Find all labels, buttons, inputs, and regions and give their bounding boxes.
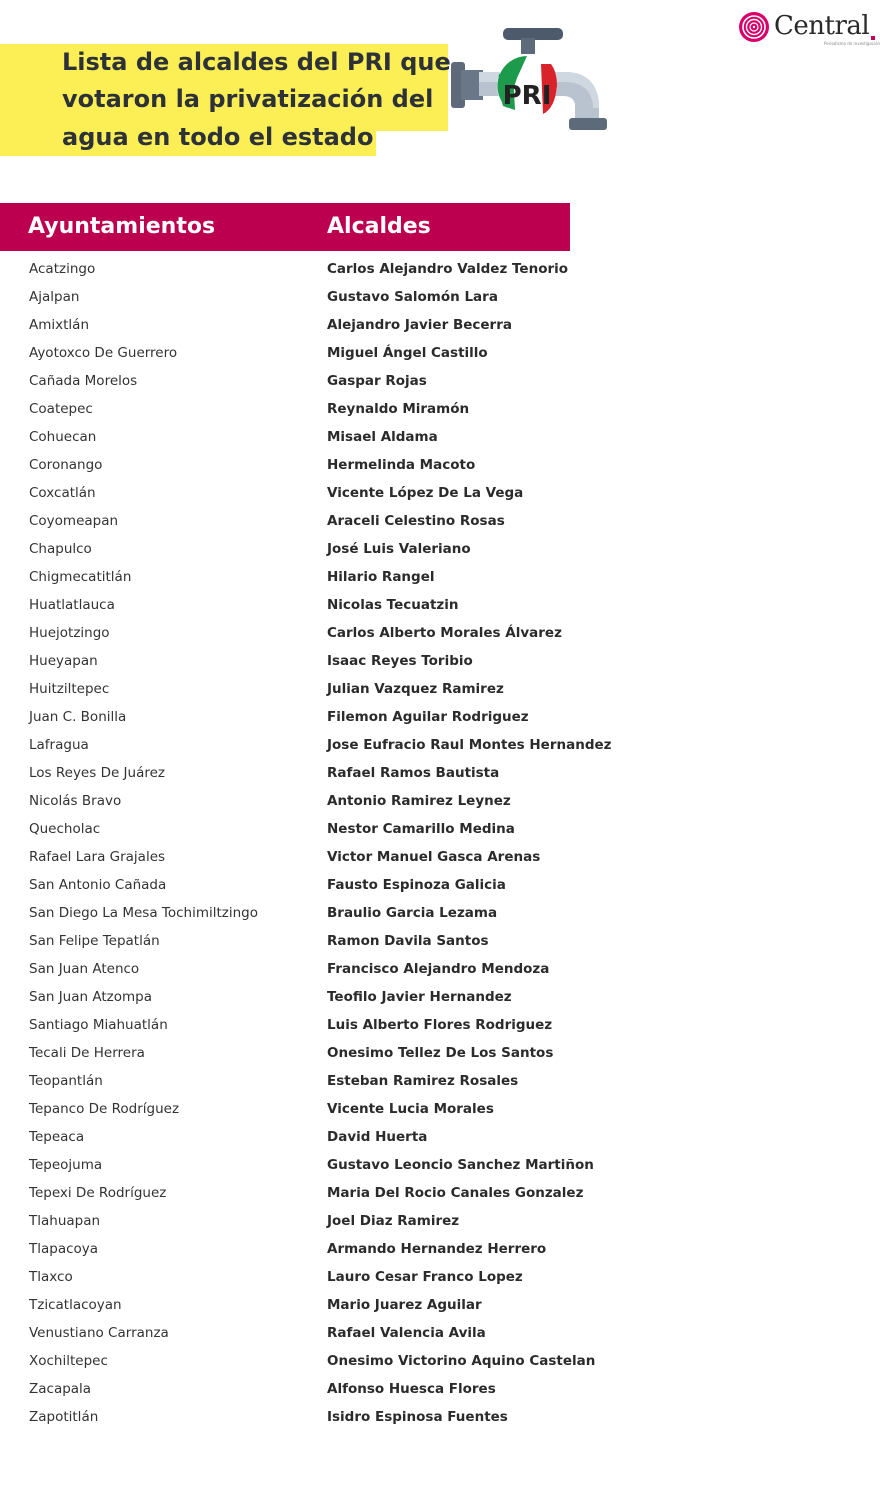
municipality-cell: Zacapala: [29, 1381, 92, 1397]
municipality-cell: Quecholac: [29, 821, 101, 837]
table-row: [0, 423, 885, 451]
municipality-cell: Huatlatlauca: [29, 597, 115, 613]
mayor-cell: Onesimo Tellez De Los Santos: [327, 1045, 554, 1061]
mayor-cell: Jose Eufracio Raul Montes Hernandez: [327, 737, 612, 753]
municipality-cell: Nicolás Bravo: [29, 793, 122, 809]
municipality-cell: Teopantlán: [29, 1073, 103, 1089]
faucet-icon: [447, 24, 613, 136]
table-row: [0, 871, 885, 899]
table-row: [0, 367, 885, 395]
municipality-cell: Coxcatlán: [29, 485, 96, 501]
mayor-cell: Nicolas Tecuatzin: [327, 597, 459, 613]
table-row: [0, 843, 885, 871]
municipality-cell: Ajalpan: [29, 289, 80, 305]
mayor-cell: David Huerta: [327, 1129, 428, 1145]
table-row: [0, 1319, 885, 1347]
table-row: [0, 955, 885, 983]
municipality-cell: Santiago Miahuatlán: [29, 1017, 168, 1033]
municipality-cell: Tepeaca: [29, 1129, 85, 1145]
mayor-cell: Francisco Alejandro Mendoza: [327, 961, 550, 977]
table-row: [0, 1291, 885, 1319]
title-line-1-text: Lista de alcaldes del PRI que: [62, 48, 451, 76]
mayor-cell: Rafael Valencia Avila: [327, 1325, 486, 1341]
mayor-cell: Misael Aldama: [327, 429, 438, 445]
municipality-cell: Tlaxco: [29, 1269, 73, 1285]
municipality-cell: Cohuecan: [29, 429, 97, 445]
municipality-cell: Cañada Morelos: [29, 373, 138, 389]
mayor-cell: Alejandro Javier Becerra: [327, 317, 512, 333]
mayor-cell: Filemon Aguilar Rodriguez: [327, 709, 529, 725]
mayor-cell: Fausto Espinoza Galicia: [327, 877, 506, 893]
table-row: [0, 759, 885, 787]
mayor-cell: Teofilo Javier Hernandez: [327, 989, 512, 1005]
mayor-cell: Esteban Ramirez Rosales: [327, 1073, 519, 1089]
table-row: [0, 311, 885, 339]
table-row: [0, 563, 885, 591]
column-header-mayor: Alcaldes: [327, 214, 431, 239]
mayor-cell: Alfonso Huesca Flores: [327, 1381, 496, 1397]
municipality-cell: Tecali De Herrera: [29, 1045, 145, 1061]
municipality-cell: Los Reyes De Juárez: [29, 765, 166, 781]
municipality-cell: Chigmecatitlán: [29, 569, 132, 585]
central-logo-mark-icon: [738, 11, 770, 43]
table-row: [0, 1039, 885, 1067]
municipality-cell: Tepeojuma: [29, 1157, 103, 1173]
mayor-cell: Gustavo Leoncio Sanchez Martiñon: [327, 1157, 594, 1173]
table-row: [0, 1067, 885, 1095]
municipality-cell: Tlapacoya: [29, 1241, 99, 1257]
table-row: [0, 535, 885, 563]
table-row: [0, 1347, 885, 1375]
mayor-cell: José Luis Valeriano: [327, 541, 471, 557]
municipality-cell: San Felipe Tepatlán: [29, 933, 160, 949]
title-line-1: [0, 44, 451, 81]
municipality-cell: Huitziltepec: [29, 681, 110, 697]
table-row: [0, 703, 885, 731]
mayor-cell: Antonio Ramirez Leynez: [327, 793, 511, 809]
table-row: [0, 731, 885, 759]
mayor-cell: Gustavo Salomón Lara: [327, 289, 498, 305]
table-body: [0, 255, 885, 1431]
mayor-cell: Gaspar Rojas: [327, 373, 427, 389]
table-row: [0, 283, 885, 311]
municipality-cell: Coyomeapan: [29, 513, 119, 529]
table-row: [0, 815, 885, 843]
municipality-cell: Acatzingo: [29, 261, 96, 277]
municipality-cell: Rafael Lara Grajales: [29, 849, 166, 865]
table-row: [0, 1263, 885, 1291]
table-row: [0, 479, 885, 507]
mayor-cell: Mario Juarez Aguilar: [327, 1297, 482, 1313]
table-row: [0, 451, 885, 479]
mayor-cell: Carlos Alberto Morales Álvarez: [327, 625, 562, 641]
table-row: [0, 255, 885, 283]
municipality-cell: Coronango: [29, 457, 103, 473]
municipality-cell: Ayotoxco De Guerrero: [29, 345, 178, 361]
mayor-cell: Maria Del Rocio Canales Gonzalez: [327, 1185, 584, 1201]
column-header-municipality: Ayuntamientos: [28, 214, 216, 239]
mayor-cell: Rafael Ramos Bautista: [327, 765, 500, 781]
table-row: [0, 1235, 885, 1263]
table-row: [0, 507, 885, 535]
table-row: [0, 1207, 885, 1235]
mayor-cell: Armando Hernandez Herrero: [327, 1241, 547, 1257]
table-row: [0, 395, 885, 423]
table-row: [0, 675, 885, 703]
mayor-cell: Lauro Cesar Franco Lopez: [327, 1269, 523, 1285]
mayor-cell: Carlos Alejandro Valdez Tenorio: [327, 261, 569, 277]
municipality-cell: Lafragua: [29, 737, 89, 753]
municipality-cell: Zapotitlán: [29, 1409, 99, 1425]
table-row: [0, 591, 885, 619]
brand-tagline: Periodismo de investigación: [824, 41, 881, 46]
municipality-cell: San Diego La Mesa Tochimiltzingo: [29, 905, 259, 921]
table-row: [0, 983, 885, 1011]
municipality-cell: Tzicatlacoyan: [29, 1297, 122, 1313]
table-row: [0, 899, 885, 927]
mayor-cell: Hermelinda Macoto: [327, 457, 476, 473]
table-row: [0, 1375, 885, 1403]
municipality-cell: Hueyapan: [29, 653, 98, 669]
mayor-cell: Isidro Espinosa Fuentes: [327, 1409, 508, 1425]
mayor-cell: Onesimo Victorino Aquino Castelan: [327, 1353, 596, 1369]
municipality-cell: Xochiltepec: [29, 1353, 108, 1369]
municipality-cell: Amixtlán: [29, 317, 89, 333]
table-row: [0, 647, 885, 675]
mayor-cell: Braulio Garcia Lezama: [327, 905, 498, 921]
table-header: [0, 203, 570, 251]
mayor-cell: Hilario Rangel: [327, 569, 435, 585]
table-row: [0, 1095, 885, 1123]
municipality-cell: Juan C. Bonilla: [29, 709, 127, 725]
pri-label: PRI: [502, 81, 552, 111]
brand-name: Central: [774, 11, 870, 41]
municipality-cell: Tepexi De Rodríguez: [29, 1185, 167, 1201]
title-line-3: [0, 125, 376, 156]
mayor-cell: Julian Vazquez Ramirez: [327, 681, 504, 697]
mayor-cell: Luis Alberto Flores Rodriguez: [327, 1017, 553, 1033]
municipality-cell: Coatepec: [29, 401, 93, 417]
municipality-cell: San Juan Atenco: [29, 961, 140, 977]
municipality-cell: San Antonio Cañada: [29, 877, 167, 893]
municipality-cell: Tepanco De Rodríguez: [29, 1101, 180, 1117]
table-row: [0, 1123, 885, 1151]
title-line-3-text: agua en todo el estado: [62, 123, 374, 151]
title-line-2-text: votaron la privatización del: [62, 85, 434, 113]
table-row: [0, 339, 885, 367]
municipality-cell: Huejotzingo: [29, 625, 110, 641]
central-logo[interactable]: [738, 10, 881, 46]
mayor-cell: Reynaldo Miramón: [327, 401, 470, 417]
mayor-cell: Vicente López De La Vega: [327, 485, 524, 501]
table-row: [0, 1151, 885, 1179]
table-row: [0, 1179, 885, 1207]
municipality-cell: San Juan Atzompa: [29, 989, 152, 1005]
municipality-cell: Chapulco: [29, 541, 92, 557]
table-row: [0, 1403, 885, 1431]
mayor-cell: Nestor Camarillo Medina: [327, 821, 515, 837]
municipality-cell: Tlahuapan: [29, 1213, 101, 1229]
mayor-cell: Ramon Davila Santos: [327, 933, 489, 949]
mayor-cell: Miguel Ángel Castillo: [327, 345, 488, 361]
mayor-cell: Isaac Reyes Toribio: [327, 653, 473, 669]
table-row: [0, 787, 885, 815]
table-row: [0, 1011, 885, 1039]
municipality-cell: Venustiano Carranza: [29, 1325, 169, 1341]
brand-dot: [871, 36, 875, 40]
mayor-cell: Araceli Celestino Rosas: [327, 513, 505, 529]
table-row: [0, 619, 885, 647]
mayor-cell: Joel Diaz Ramirez: [327, 1213, 460, 1229]
mayor-cell: Vicente Lucia Morales: [327, 1101, 494, 1117]
table-row: [0, 927, 885, 955]
mayor-cell: Victor Manuel Gasca Arenas: [327, 849, 541, 865]
